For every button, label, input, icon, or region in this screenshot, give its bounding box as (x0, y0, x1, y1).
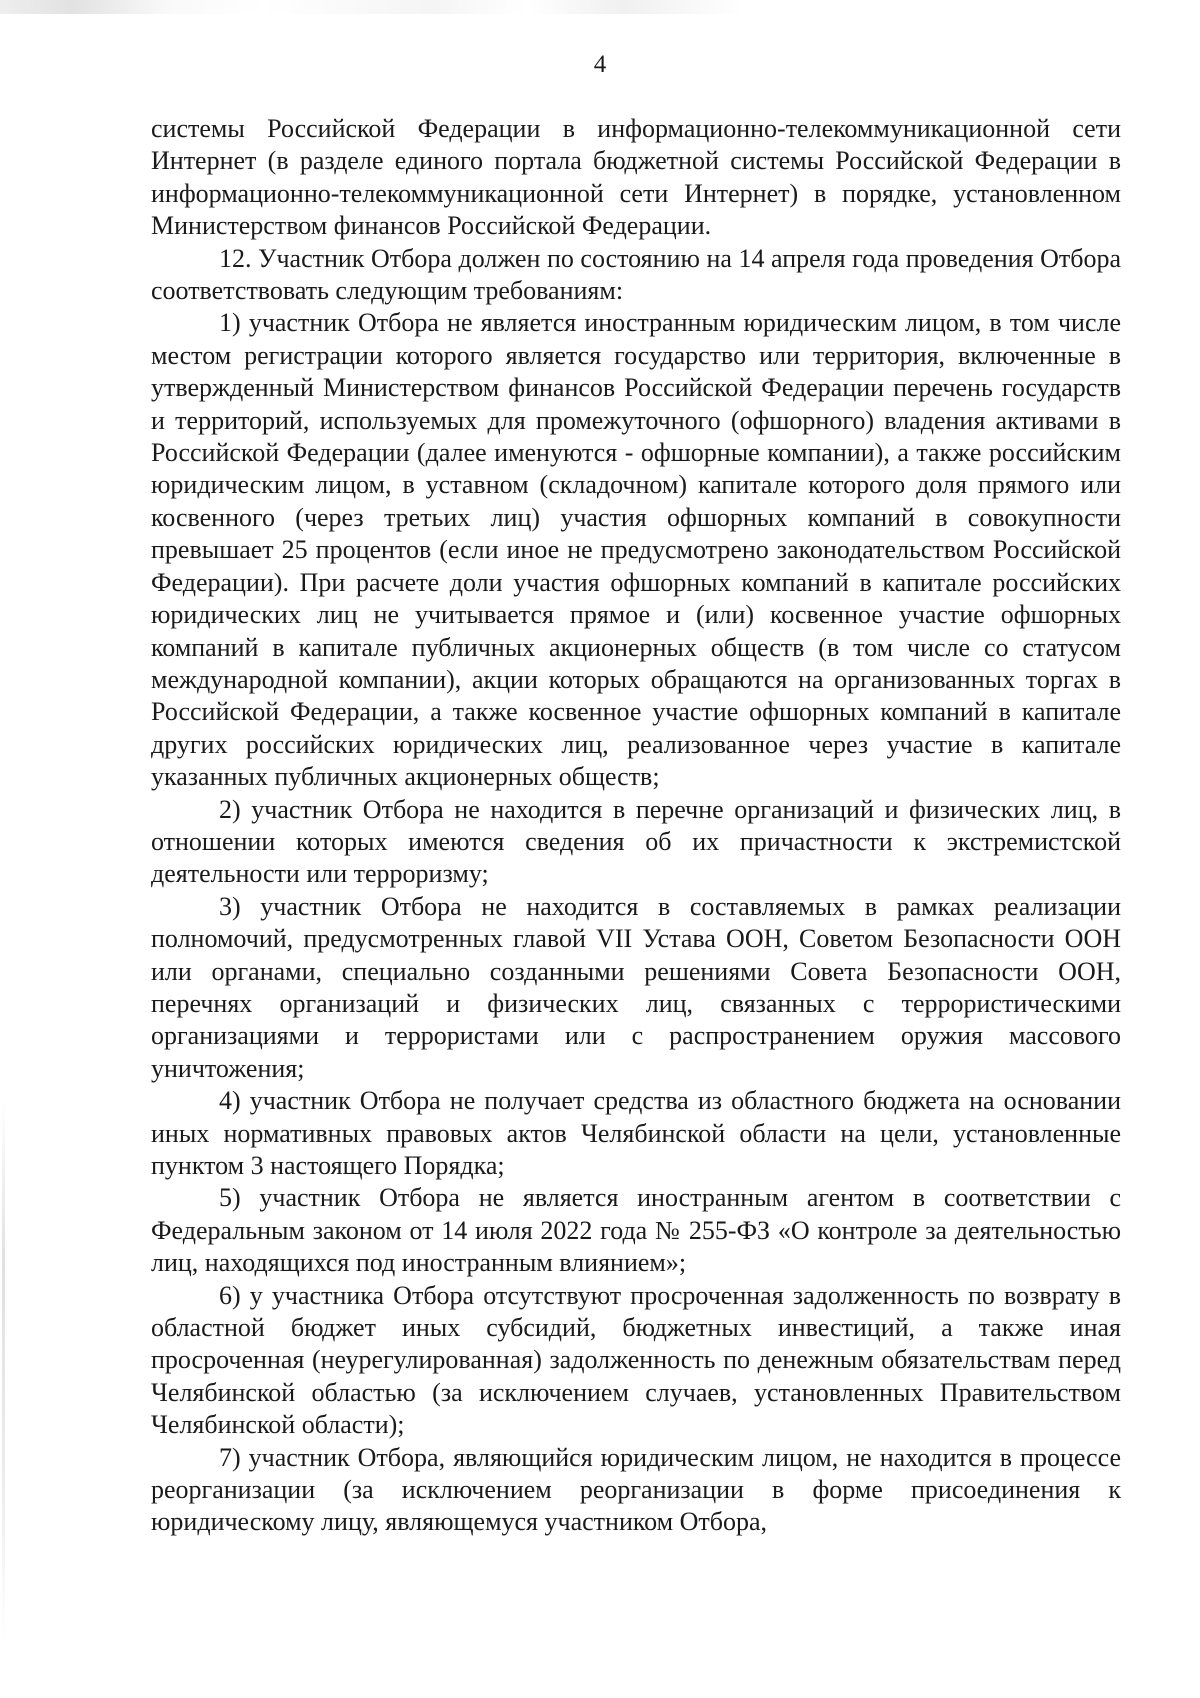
document-body (151, 113, 1121, 1539)
scan-edge-left (2, 1100, 5, 1640)
paragraph-subitem-6: 6) у участника Отбора отсутствуют просроченная задолженность по возврату в областной бюджет иных субсидий, бюджетных инвестиций, а также иная просроченная (неурегулированная) задолженность по денежным обязательствам перед Челябинской областью (за исключением случаев, установленных Правительством Челябинской области); (151, 1280, 1121, 1440)
paragraph-item-12: 12. Участник Отбора должен по состоянию на 14 апреля года проведения Отбора соответствовать следующим требованиям: (151, 243, 1121, 306)
paragraph-subitem-3: 3) участник Отбора не находится в составляемых в рамках реализации полномочий, предусмотренных главой VII Устава ООН, Советом Безопасности ООН или органами, специально созданными решениями Совета Безопасности ООН, перечнях организаций и физических лиц, связанных с террористическими организациями и террористами или с распространением оружия массового уничтожения; (151, 891, 1121, 1083)
paragraph-subitem-4: 4) участник Отбора не получает средства из областного бюджета на основании иных нормативных правовых актов Челябинской области на цели, установленные пунктом 3 настоящего Порядка; (151, 1086, 1121, 1180)
paragraph-subitem-1: 1) участник Отбора не является иностранным юридическим лицом, в том числе местом регистрации которого является государство или территория, включенные в утвержденный Министерством финансов Российской Федерации перечень государств и территорий, используемых для промежуточного (офшорного) владения активами в Российской Федерации (далее именуются - офшорные компании), а также российским юридическим лицом, в уставном (складочном) капитале которого доля прямого или косвенного (через третьих лиц) участия офшорных компаний в совокупности превышает 25 процентов (если иное не предусмотрено законодательством Российской Федерации). При расчете доли участия офшорных компаний в капитале российских юридических лиц не учитывается прямое и (или) косвенное участие офшорных компаний в капитале публичных акционерных обществ (в том числе со статусом международной компании), акции которых обращаются на организованных торгах в Российской Федерации, а также косвенное участие офшорных компаний в капитале других российских юридических лиц, реализованное через участие в капитале указанных публичных акционерных обществ; (151, 308, 1121, 792)
page-number: 4 (593, 51, 607, 78)
scan-edge-top (0, 0, 1200, 14)
paragraph-continuation: системы Российской Федерации в информационно-телекоммуникационной сети Интернет (в разделе единого портала бюджетной системы Российской Федерации в информационно-телекоммуникационной сети Интернет) в порядке, установленном Министерством финансов Российской Федерации. (151, 114, 1121, 241)
paragraph-subitem-2: 2) участник Отбора не находится в перечне организаций и физических лиц, в отношении которых имеются сведения об их причастности к экстремистской деятельности или терроризму; (151, 794, 1121, 889)
paragraph-subitem-7: 7) участник Отбора, являющийся юридическим лицом, не находится в процессе реорганизации (за исключением реорганизации в форме присоединения к юридическому лицу, являющемуся участником Отбора, (151, 1442, 1121, 1537)
paragraph-subitem-5: 5) участник Отбора не является иностранным агентом в соответствии с Федеральным законом от 14 июля 2022 года № 255-ФЗ «О контроле за деятельностью лиц, находящихся под иностранным влиянием»; (151, 1183, 1121, 1278)
